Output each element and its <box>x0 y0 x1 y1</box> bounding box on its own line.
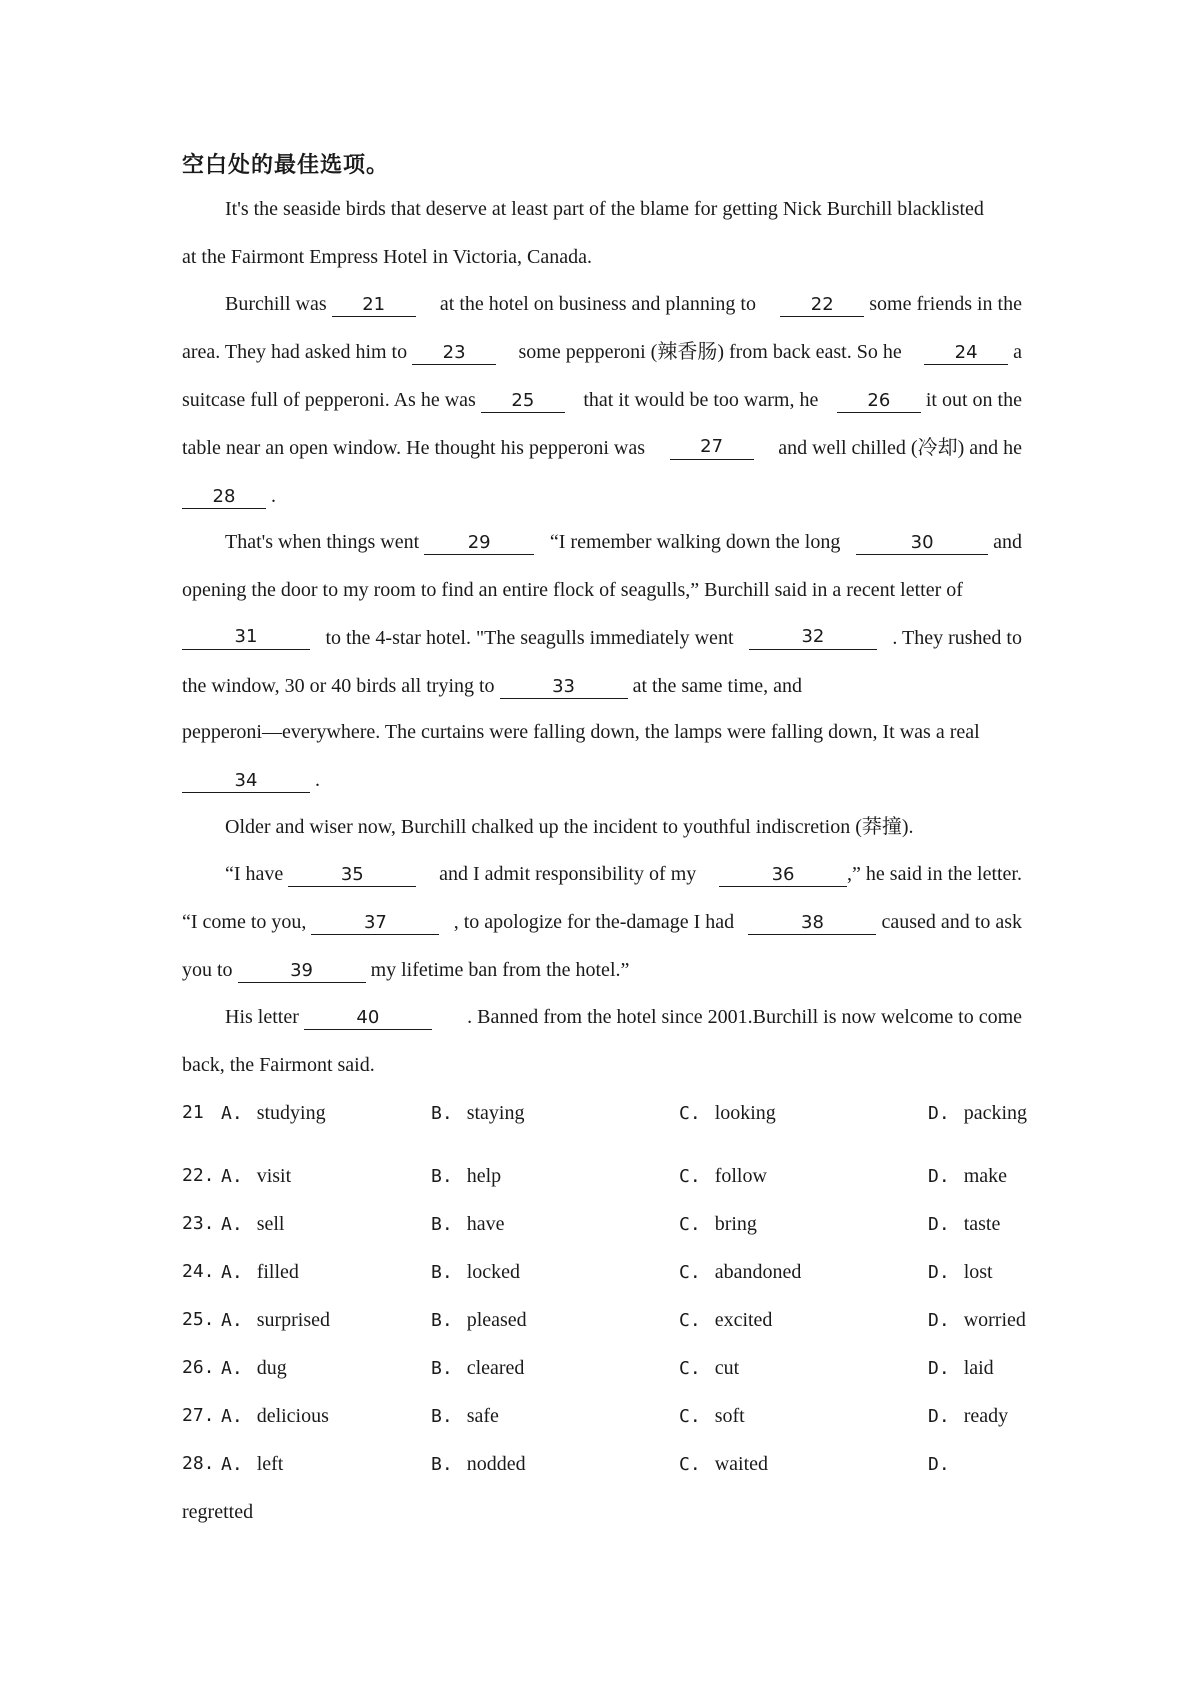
option-text: taste <box>963 1213 1001 1235</box>
passage-line: opening the door to my room to find an entire flock of seagulls,” Burchill said in a recent letter of <box>182 579 963 601</box>
blank-27: 27 <box>670 436 754 460</box>
option-d[interactable] <box>928 1101 1027 1126</box>
text-span: the window, 30 or 40 birds all trying to <box>182 675 495 697</box>
blank-22: 22 <box>780 294 864 317</box>
blank-30: 30 <box>856 532 988 555</box>
option-text: laid <box>963 1357 994 1379</box>
passage-line <box>182 484 1022 509</box>
option-text: help <box>466 1165 502 1187</box>
question-number: 25. <box>182 1309 215 1330</box>
option-b[interactable] <box>431 1452 526 1477</box>
option-text: filled <box>256 1261 299 1283</box>
option-a[interactable] <box>221 1452 283 1477</box>
option-d[interactable] <box>928 1404 1008 1429</box>
blank-25: 25 <box>481 390 565 413</box>
option-a[interactable] <box>221 1308 330 1333</box>
blank-39: 39 <box>238 960 366 983</box>
option-letter: B. <box>431 1310 453 1331</box>
option-letter: B. <box>431 1214 453 1235</box>
option-text: locked <box>466 1261 520 1283</box>
option-text: make <box>963 1165 1007 1187</box>
option-letter: A. <box>221 1166 243 1187</box>
option-text: excited <box>714 1309 773 1331</box>
blank-31: 31 <box>182 626 310 650</box>
text-span: . <box>315 769 320 791</box>
option-text: pleased <box>466 1309 527 1331</box>
text-span: . They rushed to <box>892 627 1022 649</box>
option-letter: D. <box>928 1310 950 1331</box>
option-a[interactable] <box>221 1101 326 1126</box>
blank-26: 26 <box>837 390 921 413</box>
option-text: sell <box>256 1213 285 1235</box>
option-c[interactable] <box>679 1260 801 1285</box>
text-span: “I have <box>225 863 284 885</box>
text-span: caused and to ask <box>881 911 1022 933</box>
option-letter: D. <box>928 1358 950 1379</box>
passage-line <box>182 674 1022 699</box>
option-b[interactable] <box>431 1404 499 1429</box>
option-d[interactable] <box>928 1356 994 1381</box>
option-text: surprised <box>256 1309 331 1331</box>
option-text: dug <box>256 1357 287 1379</box>
option-text: lost <box>963 1261 993 1283</box>
blank-38: 38 <box>748 912 876 935</box>
option-b[interactable] <box>431 1308 527 1333</box>
text-span: some pepperoni (辣香肠) from back east. So he <box>518 341 902 363</box>
passage-line <box>182 388 1022 413</box>
option-d[interactable] <box>928 1212 1000 1237</box>
option-letter: B. <box>431 1454 453 1475</box>
blank-40: 40 <box>304 1007 432 1030</box>
question-28-option-d-text: regretted <box>182 1501 254 1523</box>
option-letter: C. <box>679 1166 701 1187</box>
option-letter: D. <box>928 1103 950 1124</box>
option-letter: B. <box>431 1103 453 1124</box>
option-c[interactable] <box>679 1101 776 1126</box>
option-letter: D. <box>928 1166 950 1187</box>
text-span: at the hotel on business and planning to <box>439 293 756 315</box>
option-letter: A. <box>221 1310 243 1331</box>
option-letter: B. <box>431 1262 453 1283</box>
text-span: “I remember walking down the long <box>549 531 841 553</box>
option-text: safe <box>466 1405 499 1427</box>
blank-23: 23 <box>412 342 496 365</box>
option-a[interactable] <box>221 1356 287 1381</box>
option-letter: C. <box>679 1454 701 1475</box>
question-number: 26. <box>182 1357 215 1378</box>
blank-21: 21 <box>332 294 416 317</box>
text-span: it out on the <box>925 389 1022 411</box>
option-letter: C. <box>679 1103 701 1124</box>
option-a[interactable] <box>221 1164 291 1189</box>
text-span: that it would be too warm, he <box>583 389 819 411</box>
option-letter: B. <box>431 1358 453 1379</box>
option-a[interactable] <box>221 1404 329 1429</box>
option-d[interactable] <box>928 1164 1007 1189</box>
option-text: cut <box>714 1357 740 1379</box>
option-text: visit <box>256 1165 292 1187</box>
option-text: delicious <box>256 1405 329 1427</box>
option-c[interactable] <box>679 1308 772 1333</box>
option-text: nodded <box>466 1453 526 1475</box>
section-heading: 空白处的最佳选项。 <box>182 153 390 178</box>
passage-line <box>225 292 1022 317</box>
option-letter: C. <box>679 1406 701 1427</box>
blank-28: 28 <box>182 486 266 509</box>
option-text: looking <box>714 1102 776 1124</box>
passage-line <box>225 1005 1022 1030</box>
passage-line <box>182 910 1022 935</box>
option-d[interactable] <box>928 1260 993 1285</box>
passage-line: It's the seaside birds that deserve at least part of the blame for getting Nick Burchill blacklisted <box>225 198 984 220</box>
option-text: have <box>466 1213 505 1235</box>
question-number: 21 <box>182 1102 204 1123</box>
passage-line <box>182 626 1022 650</box>
text-span: His letter <box>225 1006 299 1028</box>
option-letter: A. <box>221 1454 243 1475</box>
text-span: Burchill was <box>225 293 327 315</box>
option-text: abandoned <box>714 1261 802 1283</box>
option-letter: A. <box>221 1406 243 1427</box>
text-span: , to apologize for the-damage I had <box>453 911 735 933</box>
option-c[interactable] <box>679 1164 767 1189</box>
text-span: . Banned from the hotel since 2001.Burchill is now welcome to come <box>467 1006 1022 1028</box>
text-span: my lifetime ban from the hotel.” <box>370 959 630 981</box>
text-span: . <box>271 485 276 507</box>
passage-line <box>182 340 1022 365</box>
passage-line <box>182 436 1022 460</box>
option-c[interactable] <box>679 1404 745 1429</box>
option-letter: C. <box>679 1214 701 1235</box>
text-span: ,” he said in the letter. <box>847 863 1022 885</box>
option-letter: C. <box>679 1358 701 1379</box>
option-letter: A. <box>221 1103 243 1124</box>
text-span: a <box>1013 341 1022 363</box>
option-d[interactable] <box>928 1452 964 1477</box>
passage-line <box>225 862 1022 887</box>
option-text: worried <box>963 1309 1026 1331</box>
option-c[interactable] <box>679 1212 757 1237</box>
option-letter: D. <box>928 1454 950 1475</box>
text-span: you to <box>182 959 233 981</box>
option-text: staying <box>466 1102 525 1124</box>
option-letter: A. <box>221 1358 243 1379</box>
option-letter: C. <box>679 1262 701 1283</box>
text-span: and I admit responsibility of my <box>439 863 697 885</box>
option-b[interactable] <box>431 1101 524 1126</box>
text-span: to the 4-star hotel. "The seagulls immediately went <box>325 627 734 649</box>
option-b[interactable] <box>431 1212 504 1237</box>
passage-line <box>182 958 1022 983</box>
option-d[interactable] <box>928 1308 1026 1333</box>
question-number: 23. <box>182 1213 215 1234</box>
text-span: and well chilled (冷却) and he <box>778 437 1022 459</box>
blank-29: 29 <box>424 532 534 555</box>
blank-36: 36 <box>719 864 847 887</box>
text-span: table near an open window. He thought his pepperoni was <box>182 437 646 459</box>
blank-33: 33 <box>500 676 628 699</box>
text-span: suitcase full of pepperoni. As he was <box>182 389 476 411</box>
option-text: studying <box>256 1102 326 1124</box>
passage-line: at the Fairmont Empress Hotel in Victoria, Canada. <box>182 246 592 268</box>
option-letter: A. <box>221 1262 243 1283</box>
text-span: “I come to you, <box>182 911 307 933</box>
option-b[interactable] <box>431 1164 501 1189</box>
passage-line: back, the Fairmont said. <box>182 1054 375 1076</box>
option-letter: D. <box>928 1262 950 1283</box>
question-number: 28. <box>182 1453 215 1474</box>
option-b[interactable] <box>431 1356 524 1381</box>
option-c[interactable] <box>679 1452 768 1477</box>
text-span: and <box>993 531 1022 553</box>
question-number: 24. <box>182 1261 215 1282</box>
text-span: some friends in the <box>869 293 1022 315</box>
option-text: follow <box>714 1165 767 1187</box>
option-text: packing <box>963 1102 1027 1124</box>
option-c[interactable] <box>679 1356 739 1381</box>
option-letter: A. <box>221 1214 243 1235</box>
option-letter: D. <box>928 1214 950 1235</box>
text-span: area. They had asked him to <box>182 341 408 363</box>
option-text: waited <box>714 1453 768 1475</box>
blank-37: 37 <box>311 912 439 935</box>
passage-line: pepperoni—everywhere. The curtains were falling down, the lamps were falling down, It was a real <box>182 721 980 743</box>
option-letter: C. <box>679 1310 701 1331</box>
question-number: 22. <box>182 1165 215 1186</box>
option-text: ready <box>963 1405 1009 1427</box>
option-text: left <box>256 1453 284 1475</box>
option-text: bring <box>714 1213 757 1235</box>
option-letter: B. <box>431 1166 453 1187</box>
option-b[interactable] <box>431 1260 520 1285</box>
blank-32: 32 <box>749 626 877 650</box>
text-span: That's when things went <box>225 531 420 553</box>
option-a[interactable] <box>221 1212 284 1237</box>
text-span: at the same time, and <box>632 675 802 697</box>
option-text: soft <box>714 1405 745 1427</box>
option-a[interactable] <box>221 1260 299 1285</box>
blank-34: 34 <box>182 770 310 793</box>
question-number: 27. <box>182 1405 215 1426</box>
option-letter: D. <box>928 1406 950 1427</box>
blank-24: 24 <box>924 342 1008 365</box>
option-letter: B. <box>431 1406 453 1427</box>
passage-line: Older and wiser now, Burchill chalked up the incident to youthful indiscretion (莽撞). <box>225 816 914 838</box>
passage-line <box>225 530 1022 555</box>
blank-35: 35 <box>288 864 416 887</box>
option-text: cleared <box>466 1357 525 1379</box>
passage-line <box>182 768 1022 793</box>
